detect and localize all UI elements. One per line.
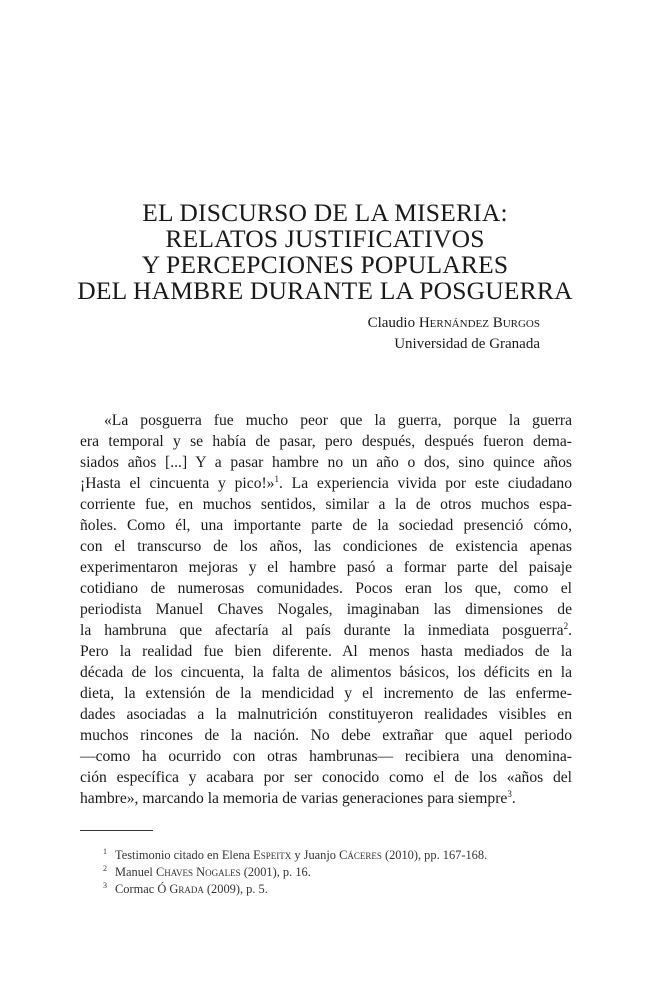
footnote-ref[interactable]: 2 — [563, 620, 569, 631]
body-line — [80, 473, 572, 494]
footnote-author: Cáceres — [339, 848, 382, 862]
body-line: periodista Manuel Chaves Nogales, imaginaban las dimensiones de — [80, 601, 572, 618]
footnote-text: y Juanjo — [291, 848, 340, 862]
body-line: con el transcurso de los años, las condiciones de existencia apenas — [80, 538, 572, 555]
article-title — [60, 200, 590, 304]
body-line: dieta, la extensión de la mendicidad y el incremento de las enferme- — [80, 685, 572, 702]
author-surname: Hernández Burgos — [418, 315, 540, 331]
body-line: muchos rincones de la nación. No debe extrañar que aquel periodo — [80, 727, 572, 744]
body-line: cotidiano de numerosas comunidades. Pocos eran los que, como el — [80, 580, 572, 597]
footnote-text: Manuel — [115, 865, 156, 879]
footnote-author: Espeitx — [253, 848, 292, 862]
footnote: 2 Manuel Chaves Nogales (2001), p. 16. — [103, 863, 311, 879]
title-line: Y PERCEPCIONES POPULARES — [141, 250, 509, 279]
footnote: 3 Cormac Ó Grada (2009), p. 5. — [103, 880, 268, 896]
footnote-text: Testimonio citado en Elena — [115, 848, 254, 862]
footnote-divider — [80, 830, 153, 831]
body-line: experimentaron mejoras y el hambre pasó a formar parte del paisaje — [80, 559, 572, 576]
footnote-text: Cormac Ó — [115, 882, 170, 896]
body-line: ción específica y acabara por ser conocido como el de los «años del — [80, 769, 572, 786]
body-line — [80, 620, 572, 641]
body-line — [80, 788, 572, 809]
body-line-part: ¡Hasta el cincuenta y pico!» — [80, 475, 275, 492]
author-name — [368, 313, 540, 333]
body-line: era temporal y se había de pasar, pero después, después fueron dema- — [80, 433, 572, 450]
body-line-part: . — [511, 790, 516, 807]
footnote-ref[interactable]: 1 — [274, 473, 279, 484]
footnote-ref[interactable]: 3 — [507, 788, 512, 799]
body-line: ñoles. Como él, una importante parte de la sociedad presenció cómo, — [80, 517, 572, 534]
body-line-part: hambre», marcando la memoria de varias generaciones para siempre — [80, 790, 508, 807]
body-paragraph — [80, 410, 572, 809]
body-line: siados años [...] Y a pasar hambre no un año o dos, sino quince años — [80, 454, 572, 471]
body-line: —como ha ocurrido con otras hambrunas— recibiera una denomina- — [80, 748, 572, 765]
title-line: RELATOS JUSTIFICATIVOS — [165, 224, 485, 253]
footnote-text: (2001), p. 16. — [240, 865, 311, 879]
title-line: EL DISCURSO DE LA MISERIA: — [142, 198, 508, 227]
footnote-author: Grada — [169, 882, 204, 896]
footnote-text: (2010), pp. 167-168. — [381, 848, 488, 862]
body-line: corriente fue, en muchos sentidos, similar a la de otros muchos espa- — [80, 496, 572, 513]
footnote-author: Chaves Nogales — [155, 865, 241, 879]
author-given-name: Claudio — [367, 315, 419, 331]
body-line-part: la hambruna que afectaría al país durante la inmediata posguerra — [80, 622, 564, 639]
title-line: DEL HAMBRE DURANTE LA POSGUERRA — [77, 276, 573, 305]
footnotes — [103, 847, 563, 898]
body-line: «La posguerra fue mucho peor que la guerra, porque la guerra — [104, 412, 572, 429]
footnote-text: (2009), p. 5. — [203, 882, 268, 896]
author-affiliation: Universidad de Granada — [394, 336, 540, 352]
footnote: 1 Testimonio citado en Elena Espeitx y Juanjo Cáceres (2010), pp. 167-168. — [103, 846, 488, 862]
body-line-part: . — [568, 622, 572, 639]
body-line: dades asociadas a la malnutrición constituyeron realidades visibles en — [80, 706, 572, 723]
body-line: Pero la realidad fue bien diferente. Al menos hasta mediados de la — [80, 643, 572, 660]
body-line: década de los cincuenta, la falta de alimentos básicos, los déficits en la — [80, 664, 572, 681]
body-line-part: . La experiencia vivida por este ciudadano — [278, 475, 572, 492]
